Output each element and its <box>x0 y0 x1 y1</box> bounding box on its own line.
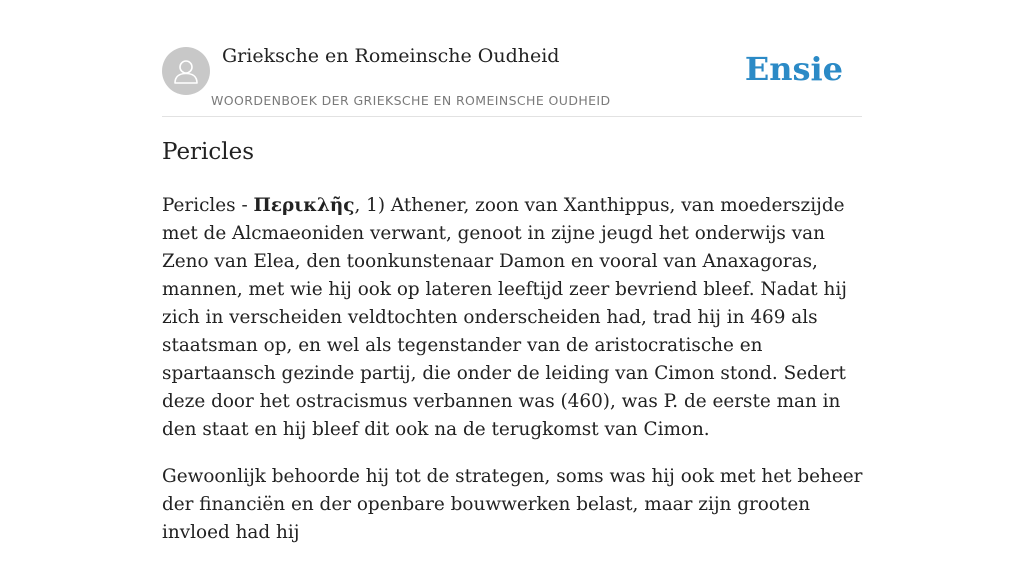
entry-body <box>162 192 864 566</box>
entry-paragraph-1-text: , 1) Athener, zoon van Xanthippus, van moederszijde met de Alcmaeoniden verwant, genoot in zijne jeugd het onderwijs van Zeno van Elea, den toonkunstenaar Damon en vooral van Anaxagoras, mannen, met wie hij ook op lateren leeftijd zeer bevriend bleef. Nadat hij zich in verscheiden veldtochten onderscheiden had, trad hij in 469 als staatsman op, en wel als tegenstander van de aristocratische en spartaansch gezinde partij, die onder de leiding van Cimon stond. Sedert deze door het ostracismus verbannen was (460), was P. de eerste man in den staat en hij bleef dit ook na de terugkomst van Cimon. <box>162 195 847 440</box>
greek-name: Περικλῆς <box>253 195 355 216</box>
entry-paragraph-1 <box>162 192 864 444</box>
entry-lead: Pericles - <box>162 195 254 216</box>
dictionary-avatar[interactable] <box>162 47 210 95</box>
dictionary-subtitle: WOORDENBOEK DER GRIEKSCHE EN ROMEINSCHE OUDHEID <box>211 93 611 108</box>
dictionary-header <box>162 40 862 117</box>
entry-title: Pericles <box>162 139 255 165</box>
ensie-logo[interactable]: Ensie <box>744 50 843 88</box>
dictionary-title-link[interactable]: Grieksche en Romeinsche Oudheid <box>222 45 560 67</box>
user-icon <box>171 56 201 86</box>
entry-paragraph-2: Gewoonlijk behoorde hij tot de strategen, soms was hij ook met het beheer der financiën en der openbare bouwwerken belast, maar zijn grooten invloed had hij <box>162 466 863 543</box>
